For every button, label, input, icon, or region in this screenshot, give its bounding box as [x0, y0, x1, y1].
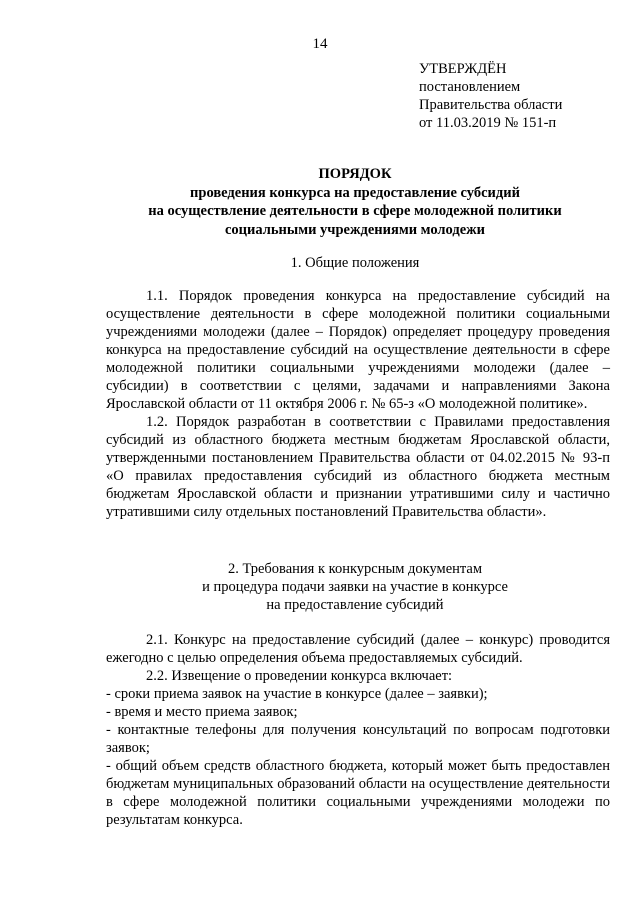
section-2-body — [106, 631, 610, 829]
paragraph-1-1: 1.1. Порядок проведения конкурса на предоставление субсидий на осуществление деятельности в сфере молодежной политики социальными учреждениями молодежи (далее – Порядок) определяет процедуру проведения конкурса на предоставление субсидий на осуществление деятельности в сфере молодежной политики социальными учреждениями молодежи (далее – субсидии) в соответствии с целями, задачами и направлениями Закона Ярославской области от 11 октября 2006 г. № 65-з «О молодежной политике». — [106, 288, 610, 412]
list-item: - контактные телефоны для получения консультаций по вопросам подготовки заявок; — [106, 722, 610, 756]
section-1-body — [106, 287, 610, 521]
section-1-heading-text: 1. Общие положения — [290, 255, 420, 271]
approval-line: УТВЕРЖДЁН — [419, 61, 507, 77]
title-line: ПОРЯДОК — [318, 166, 392, 182]
paragraph-1-2: 1.2. Порядок разработан в соответствии с Правилами предоставления субсидий из областного бюджета местным бюджетам Ярославской области, утвержденными постановлением Правительства области от 04.02.2015 № 93-п «О правилах предоставления субсидий из областного бюджета местным бюджетам Ярославской области и признании утратившими силу и частично утратившими силу отдельных постановлений Правительства области». — [106, 414, 610, 520]
title-line: на осуществление деятельности в сфере молодежной политики — [148, 203, 562, 219]
document-title — [80, 165, 630, 239]
paragraph-2-1: 2.1. Конкурс на предоставление субсидий (далее – конкурс) проводится ежегодно с целью определения объема предоставляемых субсидий. — [106, 632, 610, 666]
approval-line: Правительства области — [419, 97, 563, 113]
paragraph-2-2: 2.2. Извещение о проведении конкурса включает: — [146, 668, 453, 684]
page-number: 14 — [312, 36, 328, 52]
approval-line: постановлением — [419, 79, 521, 95]
section-2-heading-line: на предоставление субсидий — [266, 597, 444, 613]
approval-stamp — [419, 60, 562, 132]
section-1-heading — [80, 254, 630, 272]
list-item: - общий объем средств областного бюджета, который может быть предоставлен бюджетам муниципальных образований области на осуществление деятельности в сфере молодежной политики социальными учреждениями молодежи по результатам конкурса. — [106, 758, 610, 828]
list-item: - время и место приема заявок; — [106, 704, 298, 720]
section-2-heading — [80, 560, 630, 614]
section-2-heading-line: 2. Требования к конкурсным документам — [227, 561, 483, 577]
approval-line: от 11.03.2019 № 151-п — [419, 115, 557, 131]
title-line: проведения конкурса на предоставление субсидий — [190, 184, 520, 201]
title-line: социальными учреждениями молодежи — [224, 221, 486, 238]
list-item: - сроки приема заявок на участие в конкурсе (далее – заявки); — [106, 686, 488, 702]
section-2-heading-line: и процедура подачи заявки на участие в конкурсе — [202, 579, 508, 595]
